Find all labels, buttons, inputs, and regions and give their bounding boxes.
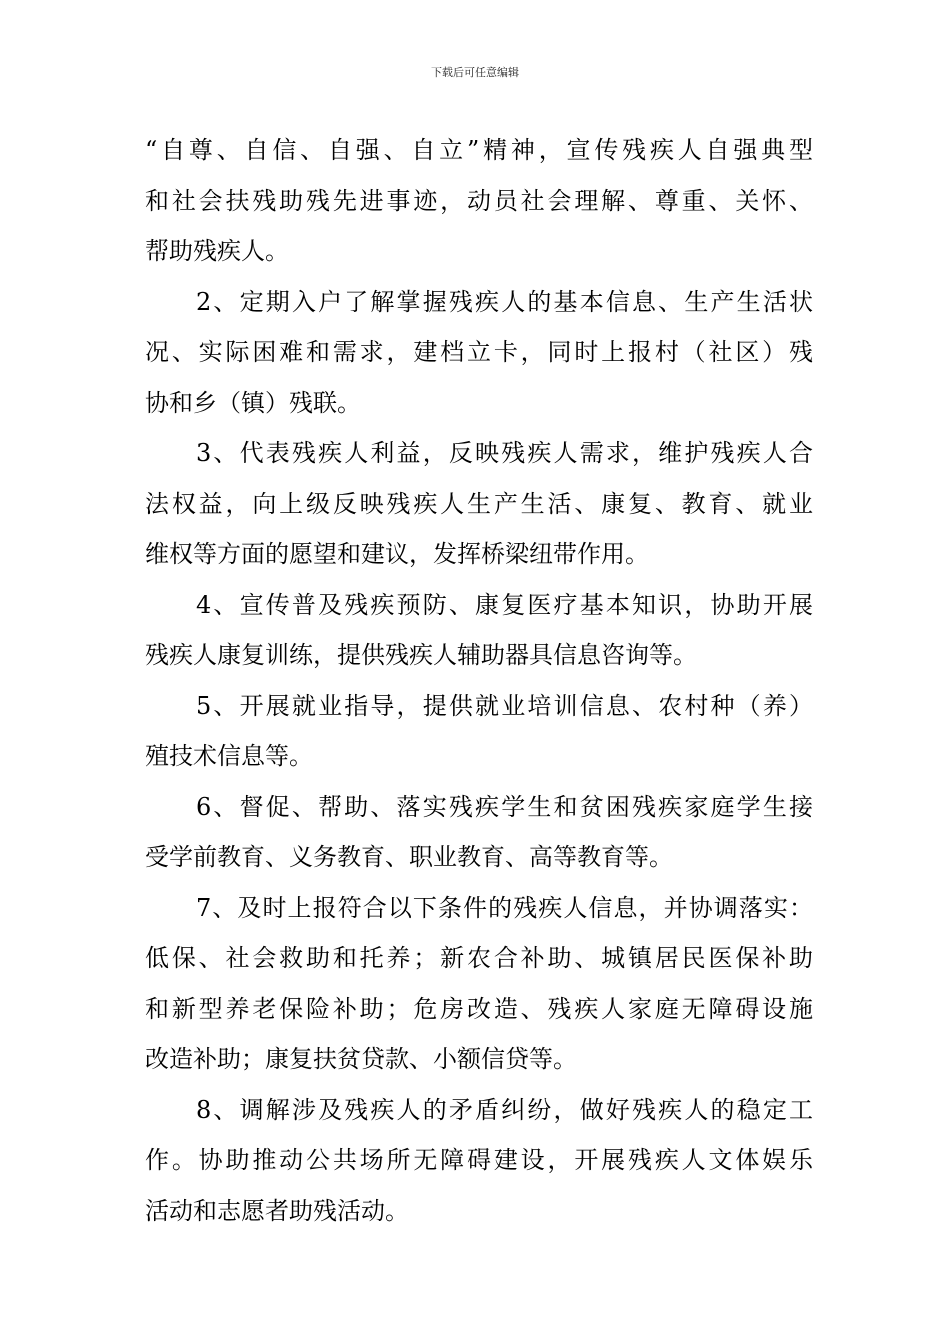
text-line: 作。协助推动公共场所无障碍建设，开展残疾人文体娱乐 [145,1146,813,1174]
text-line: 法权益，向上级反映残疾人生产生活、康复、教育、就业 [145,489,813,518]
page-header: 下载后可任意编辑 [431,66,519,79]
paragraph [145,886,813,1088]
text-line: 况、实际困难和需求，建档立卡，同时上报村（社区）残 [145,338,813,366]
text-line: “自尊、自信、自强、自立”精神，宣传残疾人自强典型 [145,136,813,164]
paragraph [145,1088,813,1240]
text-line: 残疾人康复训练，提供残疾人辅助器具信息咨询等。 [145,641,697,669]
text-line: 7、及时上报符合以下条件的残疾人信息，并协调落实： [196,893,813,922]
text-line: 低保、社会救助和托养；新农合补助、城镇居民医保补助 [145,944,813,972]
paragraph [145,128,813,280]
text-line: 和社会扶残助残先进事迹，动员社会理解、尊重、关怀、 [145,186,813,215]
text-line: 和新型养老保险补助；危房改造、残疾人家庭无障碍设施 [145,994,813,1023]
text-line: 受学前教育、义务教育、职业教育、高等教育等。 [145,843,673,871]
text-line: 3、代表残疾人利益，反映残疾人需求，维护残疾人合 [196,439,813,467]
text-line: 帮助残疾人。 [145,237,289,265]
text-line: 8、调解涉及残疾人的矛盾纠纷，做好残疾人的稳定工 [196,1095,813,1124]
paragraph [145,431,813,583]
text-line: 6、督促、帮助、落实残疾学生和贫困残疾家庭学生接 [196,792,813,821]
paragraph [145,684,813,785]
paragraph [145,280,813,432]
text-line: 4、宣传普及残疾预防、康复医疗基本知识，协助开展 [196,590,813,619]
text-line: 活动和志愿者助残活动。 [145,1196,409,1225]
paragraph [145,583,813,684]
paragraph [145,785,813,886]
text-line: 维权等方面的愿望和建议，发挥桥梁纽带作用。 [145,540,649,568]
document-body [145,128,813,1239]
text-line: 殖技术信息等。 [145,742,313,770]
text-line: 5、开展就业指导，提供就业培训信息、农村种（养） [196,691,813,720]
text-line: 2、定期入户了解掌握残疾人的基本信息、生产生活状 [196,287,813,316]
text-line: 协和乡（镇）残联。 [145,388,361,417]
text-line: 改造补助；康复扶贫贷款、小额信贷等。 [145,1045,577,1073]
